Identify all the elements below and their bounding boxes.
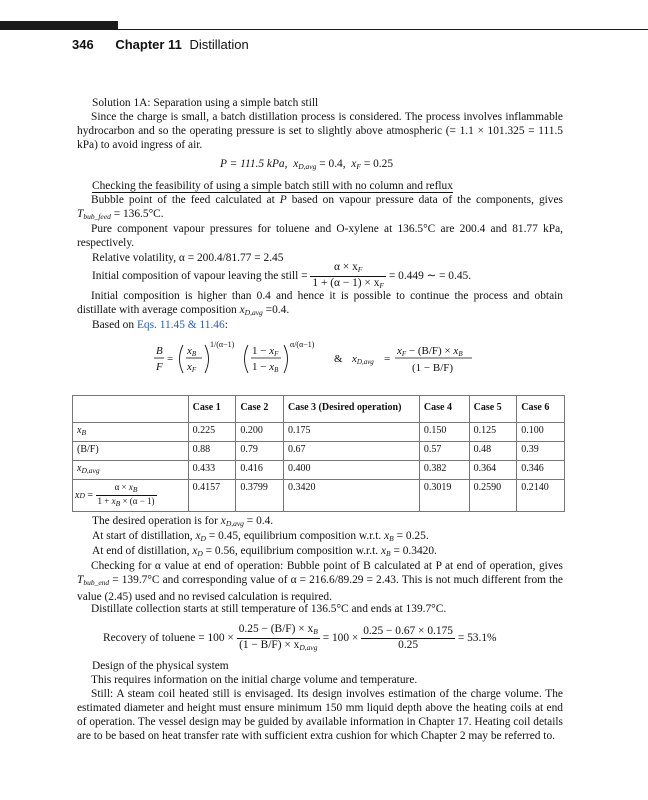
table-header-cell	[73, 396, 189, 423]
svg-text:&: &	[334, 353, 343, 365]
table-header-row	[73, 396, 565, 423]
svg-text:1/(α−1): 1/(α−1)	[210, 340, 235, 349]
based-on-line: Based on Eqs. 11.45 & 11.46:	[92, 319, 228, 331]
svg-text:1 − xF: 1 − xF	[252, 345, 279, 358]
rayleigh-equation	[150, 337, 480, 381]
chapter-label: Chapter 11	[115, 37, 182, 52]
table-header-cell: Case 1	[188, 396, 236, 423]
table-cell: 0.125	[469, 423, 517, 442]
table-cell: 0.3799	[236, 480, 284, 512]
table-cell: 0.364	[469, 461, 517, 480]
paragraph-collection: Distillate collection starts at still temperature of 136.5°C and ends at 139.7°C.	[91, 603, 447, 615]
table-cell: 0.433	[188, 461, 236, 480]
chapter-title: Distillation	[189, 37, 249, 52]
desired-operation: The desired operation is for $x_{D,avg} = 0.4$.	[92, 515, 274, 528]
start-of-distillation: At start of distillation, $x_D = 0.45$, equilibrium composition w.r.t. $x_B = 0.25$.	[92, 530, 429, 543]
header-bar	[0, 21, 118, 30]
table-header-cell: Case 5	[469, 396, 517, 423]
table-cell: 0.100	[517, 423, 565, 442]
table-row	[73, 461, 565, 480]
design-heading: Design of the physical system	[92, 660, 229, 672]
table-header-cell: Case 4	[419, 396, 469, 423]
equation-link[interactable]: Eqs. 11.45 & 11.46	[136, 319, 225, 331]
table-cell: 0.225	[188, 423, 236, 442]
table-cell: 0.39	[517, 442, 565, 461]
header-rule	[118, 29, 648, 30]
svg-text:xD,avg: xD,avg	[352, 353, 374, 366]
initial-composition-fraction: $\frac{\alpha \times x_F}{1 + (\alpha - 1) \times x_F}$	[312, 261, 384, 290]
svg-text:xF − (B/F) × xB: xF − (B/F) × xB	[397, 345, 463, 358]
svg-text:=: =	[384, 353, 391, 365]
table-cell: 0.2590	[469, 480, 517, 512]
paragraph-intro: Since the charge is small, a batch distillation process is considered. The process involves inflammable hydrocarbon and so the operating pressure is set to slightly above atmospheric (= 1.1 × 101.325 = 111.5 kPa) to avoid ingress of air.	[77, 111, 563, 151]
paragraph-alpha-check: Checking for α value at end of operation: Bubble point of B calculated at P at end of operation, gives $T_{bub\_end} = 139.7^\circ C$ and corresponding value of α = 216.6/89.29 = 2.43. This is not much different from the value (2.45) used and no revised calculation is required.	[77, 560, 563, 603]
svg-text:(1 − B/F): (1 − B/F)	[412, 362, 454, 374]
cond-xf: = 0.25	[363, 158, 394, 170]
cond-p: P = 111.5 kPa,	[220, 158, 288, 170]
svg-text:xF: xF	[187, 361, 197, 374]
svg-text:xB: xB	[187, 345, 197, 358]
svg-text:α/(α−1): α/(α−1)	[290, 340, 315, 349]
relative-volatility: Relative volatility, α = 200.4/81.77 = 2.45	[92, 252, 284, 264]
recovery-fraction: $\frac{0.25 - (B/F) \times x_B}{(1 - B/F) \times x_{D,avg}}$	[238, 623, 318, 652]
table-cell: 0.416	[236, 461, 284, 480]
paragraph-bubble-point: Bubble point of the feed calculated at P based on vapour pressure data of the components, gives $T_{bub\_feed} = 136.5^\circ C$.	[77, 194, 563, 221]
svg-text:B: B	[156, 345, 163, 357]
recovery-equation: Recovery of toluene = 100 × $\frac{0.25 - (B/F) \times x_B}{(1 - B/F) \times x_{D,avg}}$ = 100 × $\frac{0.25 - 0.67 \times 0.175}{0.25}$ = 53.1%	[103, 623, 497, 652]
row-label: $x_{D,avg}$	[73, 461, 189, 480]
end-of-distillation: At end of distillation, $x_D = 0.56$, equilibrium composition w.r.t. $x_B = 0.3420$.	[92, 545, 437, 558]
table-cell: 0.175	[283, 423, 419, 442]
paragraph-vapour-pressure: Pure component vapour pressures for toluene and O-xylene at 136.5°C are 200.4 and 81.77 kPa, respectively.	[77, 223, 563, 249]
conditions-line: P = 111.5 kPa, $x_{D,avg} = 0.4$, $x_F = 0.25$	[220, 158, 394, 171]
initial-composition: Initial composition of vapour leaving the still = $\frac{\alpha \times x_F}{1 + (\alpha - 1) \times x_F}$ = 0.449 ∼ = 0.45.	[92, 261, 472, 290]
svg-text:1 − xB: 1 − xB	[252, 361, 279, 374]
table-cell: 0.57	[419, 442, 469, 461]
row-label: x D = $\frac{\alpha \times x_B}{1 + x_B \times (\alpha - 1)}$	[73, 480, 189, 512]
table-cell: 0.200	[236, 423, 284, 442]
row-label: $x_B$	[73, 423, 189, 442]
recovery-fraction-numeric: $\frac{0.25 - 0.67 \times 0.175}{0.25}$	[363, 625, 453, 651]
table-cell: 0.67	[283, 442, 419, 461]
table-cell: 0.88	[188, 442, 236, 461]
row-label: (B/F)	[73, 442, 189, 461]
table-cell: 0.346	[517, 461, 565, 480]
table-cell: 0.2140	[517, 480, 565, 512]
cond-xd: = 0.4,	[319, 158, 346, 170]
table-cell: 0.3420	[283, 480, 419, 512]
table-header-cell: Case 6	[517, 396, 565, 423]
svg-text:=: =	[167, 353, 174, 365]
table-cell: 0.48	[469, 442, 517, 461]
page-header	[72, 37, 249, 52]
table-row	[73, 480, 565, 512]
solution-heading: Solution 1A: Separation using a simple batch still	[92, 97, 319, 109]
table-row	[73, 442, 565, 461]
page-number: 346	[72, 37, 94, 52]
paragraph-initial-composition: Initial composition is higher than 0.4 and hence it is possible to continue the process and obtain distillate with average composition $x_{D,avg} =0.4$.	[77, 290, 563, 317]
paragraph-design-info: This requires information on the initial charge volume and temperature.	[91, 674, 418, 686]
table-cell: 0.3019	[419, 480, 469, 512]
table-header-cell: Case 3 (Desired operation)	[283, 396, 419, 423]
table-cell: 0.150	[419, 423, 469, 442]
table-cell: 0.400	[283, 461, 419, 480]
case-table	[72, 395, 565, 512]
table-header-cell: Case 2	[236, 396, 284, 423]
table-row	[73, 423, 565, 442]
table-cell: 0.382	[419, 461, 469, 480]
table-cell: 0.79	[236, 442, 284, 461]
svg-text:F: F	[156, 361, 163, 373]
table-cell: 0.4157	[188, 480, 236, 512]
paragraph-still-design: Still: A steam coil heated still is envisaged. Its design involves estimation of the charge volume. The estimated diameter and height must ensure minimum 150 mm liquid depth above the heating coils at end of operation. The vessel design may be guided by available information in Chapter 17. Heating coil details are to be based on heat transfer rate with sufficient extra cushion for which Chapter 2 may be referred to.	[77, 688, 563, 742]
feasibility-heading: Checking the feasibility of using a simple batch still with no column and reflux	[92, 180, 453, 192]
